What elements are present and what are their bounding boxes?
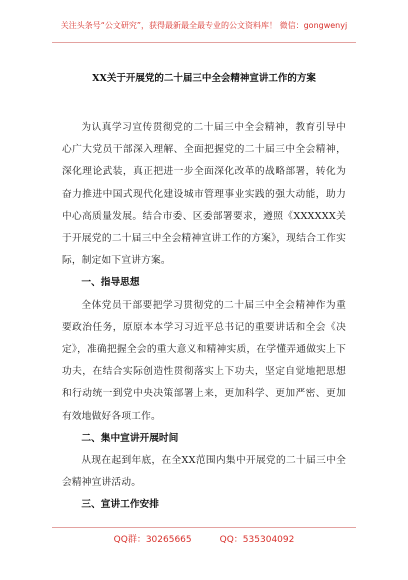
intro-paragraph: 为认真学习宣传贯彻党的二十届三中全会精神，教育引导中心广大党员干部深入理解、全面把握党的二十届三中全会精神，深化理论武装，真正把进一步全面深化改革的战略部署，转化为奋力推进中国式现代化建设城市管理事业实践的强大动能，助力中心高质量发展。结合市委、区委部署要求，遵照《XXXXXX关于开展党的二十届三中全会精神宣讲工作的方案》，现结合工作实际，制定如下宣讲方案。 [62,122,346,267]
document-body [62,117,346,517]
document-title: XX关于开展党的二十届三中全会精神宣讲工作的方案 [92,73,316,84]
header-banner: 关注头条号“公文研究”，获得最新最全最专业的公文资料库！ 微信：gongwenyj [60,21,348,30]
footer-qq-group: QQ群：30265665 [113,535,192,545]
section-text-schedule: 从现在起到年底，在全XX范围内集中开展党的二十届三中全会精神宣讲活动。 [62,455,346,489]
header-divider [52,42,356,43]
footer-qq: QQ：535304092 [219,535,295,545]
footer-divider [52,527,356,528]
section-text-guiding-ideology: 全体党员干部要把学习贯彻党的二十届三中全会精神作为重要政治任务，原原本本学习习近平总书记的重要讲话和全会《决定》，准确把握全会的重大意义和精神实质，在学懂弄通做实上下功夫，在结合实际创造性贯彻落实上下功夫，坚定自觉地把思想和行动统一到党中央决策部署上来，更加科学、更加严密、更加有效地做好各项工作。 [62,299,346,422]
section-heading-guiding-ideology: 一、指导思想 [81,277,140,289]
footer-contact [0,533,408,547]
section-heading-arrangements: 三、宣讲工作安排 [81,499,159,511]
section-heading-schedule: 二、集中宣讲开展时间 [81,432,179,444]
